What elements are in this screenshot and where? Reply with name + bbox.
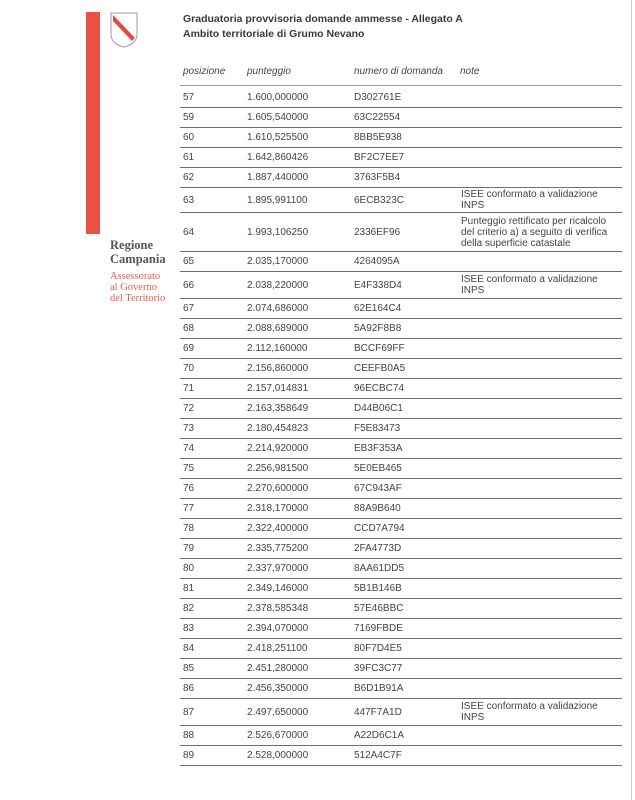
application-number-cell: 5B1B146B [354,583,402,594]
note-cell [461,108,621,127]
table-row [180,299,622,319]
application-number-cell: 2336EF96 [354,226,401,238]
position-cell: 84 [183,643,195,654]
note-cell [461,519,621,538]
score-cell: 1.642,860426 [247,152,309,163]
note-cell [461,359,621,378]
application-number-cell: 80F7D4E5 [354,643,402,654]
note-cell [461,168,621,187]
region-name [110,238,176,266]
note-cell [461,319,621,338]
application-number-cell: CEEFB0A5 [354,363,406,374]
score-cell: 2.418,251100 [247,643,308,654]
application-number-cell: 7169FBDE [354,623,403,634]
score-cell: 2.163,358649 [247,403,309,414]
column-header-numero-domanda: numero di domanda [354,66,443,77]
position-cell: 80 [183,563,195,574]
document-subtitle-line: Ambito territoriale di Grumo Nevano [183,28,365,40]
application-number-cell: 62E164C4 [354,303,402,314]
position-cell: 63 [183,194,195,206]
note-cell [461,339,621,358]
table-row [180,659,622,679]
note-cell [461,459,621,478]
position-cell: 68 [183,323,195,334]
document-title-line: Graduatoria provvisoria domande ammesse - Allegato A [183,13,463,25]
region-brand [110,238,176,304]
note-cell: Punteggio rettificato per ricalcolo del criterio a) a seguito di verifica della superficie catastale [461,215,608,249]
table-row [180,272,622,299]
score-cell: 2.214,920000 [247,443,309,454]
note-cell [461,726,621,745]
application-number-cell: 57E46BBC [354,603,404,614]
table-row [180,699,622,726]
score-cell: 2.074,686000 [247,303,309,314]
position-cell: 65 [183,256,195,267]
table-row [180,359,622,379]
score-cell: 2.156,860000 [247,363,309,374]
score-cell: 1.610,525500 [247,132,309,143]
application-number-cell: 67C943AF [354,483,402,494]
position-cell: 62 [183,172,195,183]
position-cell: 61 [183,152,195,163]
position-cell: 77 [183,503,195,514]
score-cell: 2.322,400000 [247,523,309,534]
application-number-cell: D44B06C1 [354,403,403,414]
table-row [180,459,622,479]
position-cell: 67 [183,303,195,314]
note-cell [461,419,621,438]
position-cell: 82 [183,603,195,614]
note-cell [461,399,621,418]
score-cell: 2.270,600000 [247,483,309,494]
position-cell: 66 [183,279,195,291]
score-cell: 2.497,650000 [247,706,309,718]
application-number-cell: 4264095A [354,256,400,267]
application-number-cell: 39FC3C77 [354,663,403,674]
score-cell: 2.526,670000 [247,730,309,741]
table-row [180,519,622,539]
region-name-line: Campania [110,252,166,266]
position-cell: 76 [183,483,195,494]
score-cell: 1.895,991100 [247,194,308,206]
note-cell [461,746,621,765]
score-cell: 2.394,070000 [247,623,309,634]
note-cell [461,539,621,558]
table-row [180,339,622,359]
table-row [180,148,622,168]
table-row [180,499,622,519]
note-cell [461,439,621,458]
table-row [180,539,622,559]
score-cell: 2.035,170000 [247,256,309,267]
score-cell: 2.088,689000 [247,323,309,334]
column-header-note: note [460,66,480,77]
score-cell: 2.256,981500 [247,463,309,474]
position-cell: 64 [183,226,195,238]
note-cell [461,128,621,147]
position-cell: 85 [183,663,195,674]
position-cell: 79 [183,543,195,554]
score-cell: 1.600,000000 [247,92,309,103]
ranking-table [180,88,622,766]
score-cell: 2.038,220000 [247,279,309,291]
position-cell: 60 [183,132,195,143]
application-number-cell: E4F338D4 [354,279,402,291]
department-line: al Governo [110,282,157,293]
note-cell [461,619,621,638]
application-number-cell: EB3F353A [354,443,403,454]
score-cell: 2.528,000000 [247,750,309,761]
position-cell: 71 [183,383,195,394]
application-number-cell: F5E83473 [354,423,401,434]
position-cell: 70 [183,363,195,374]
application-number-cell: BF2C7EE7 [354,152,405,163]
application-number-cell: 88A9B640 [354,503,401,514]
header-rule [180,85,622,86]
note-cell [461,579,621,598]
page-edge-rule [631,0,632,800]
table-row [180,252,622,272]
note-cell [461,479,621,498]
brand-color-bar [86,12,100,234]
table-row [180,108,622,128]
score-cell: 2.318,170000 [247,503,309,514]
table-row [180,619,622,639]
note-cell [461,599,621,618]
application-number-cell: 512A4C7F [354,750,402,761]
position-cell: 59 [183,112,195,123]
table-row [180,168,622,188]
note-cell [461,639,621,658]
table-row [180,559,622,579]
position-cell: 57 [183,92,195,103]
score-cell: 2.112,160000 [247,343,308,354]
table-row [180,188,622,213]
application-number-cell: 6ECB323C [354,194,405,206]
column-header-posizione: posizione [183,66,226,77]
table-row [180,319,622,339]
note-cell [461,679,621,698]
position-cell: 83 [183,623,195,634]
application-number-cell: A22D6C1A [354,730,405,741]
score-cell: 1.887,440000 [247,172,309,183]
region-name-line: Regione [110,238,154,252]
note-cell [461,88,621,107]
position-cell: 75 [183,463,195,474]
application-number-cell: 2FA4773D [354,543,402,554]
document-title [183,12,463,42]
department-line: del Territorio [110,293,166,304]
position-cell: 78 [183,523,195,534]
table-row [180,419,622,439]
table-row [180,599,622,619]
position-cell: 89 [183,750,195,761]
application-number-cell: 3763F5B4 [354,172,401,183]
score-cell: 2.157,014831 [247,383,309,394]
note-cell: ISEE conformato a validazione INPS [461,701,598,723]
table-row [180,679,622,699]
position-cell: 74 [183,443,195,454]
department-line: Assessorato [110,271,161,282]
score-cell: 2.335,775200 [247,543,309,554]
column-header-punteggio: punteggio [247,66,291,77]
score-cell: 2.349,146000 [247,583,309,594]
table-row [180,439,622,459]
position-cell: 81 [183,583,195,594]
department-name [110,271,176,304]
score-cell: 2.180,454823 [247,423,309,434]
table-row [180,479,622,499]
position-cell: 69 [183,343,195,354]
note-cell [461,148,621,167]
application-number-cell: CCD7A794 [354,523,405,534]
position-cell: 87 [183,706,195,718]
table-row [180,639,622,659]
table-row [180,88,622,108]
application-number-cell: 5A92F8B8 [354,323,402,334]
score-cell: 2.337,970000 [247,563,309,574]
application-number-cell: D302761E [354,92,402,103]
table-row [180,213,622,252]
position-cell: 72 [183,403,195,414]
application-number-cell: 8AA61DD5 [354,563,405,574]
position-cell: 88 [183,730,195,741]
table-row [180,128,622,148]
application-number-cell: 8BB5E938 [354,132,402,143]
note-cell [461,252,621,271]
note-cell: ISEE conformato a validazione INPS [461,274,598,296]
table-row [180,379,622,399]
note-cell [461,299,621,318]
note-cell [461,499,621,518]
note-cell [461,379,621,398]
application-number-cell: 63C22554 [354,112,401,123]
note-cell [461,659,621,678]
note-cell: ISEE conformato a validazione INPS [461,189,598,211]
table-row [180,746,622,766]
score-cell: 2.451,280000 [247,663,309,674]
score-cell: 2.378,585348 [247,603,309,614]
score-cell: 1.993,106250 [247,226,309,238]
application-number-cell: 5E0EB465 [354,463,402,474]
campania-shield-icon [110,12,138,48]
table-row [180,579,622,599]
application-number-cell: B6D1B91A [354,683,404,694]
table-row [180,399,622,419]
note-cell [461,559,621,578]
position-cell: 86 [183,683,195,694]
table-row [180,726,622,746]
position-cell: 73 [183,423,195,434]
application-number-cell: 96ECBC74 [354,383,405,394]
score-cell: 1.605,540000 [247,112,309,123]
application-number-cell: 447F7A1D [354,706,402,718]
score-cell: 2.456,350000 [247,683,309,694]
application-number-cell: BCCF69FF [354,343,405,354]
